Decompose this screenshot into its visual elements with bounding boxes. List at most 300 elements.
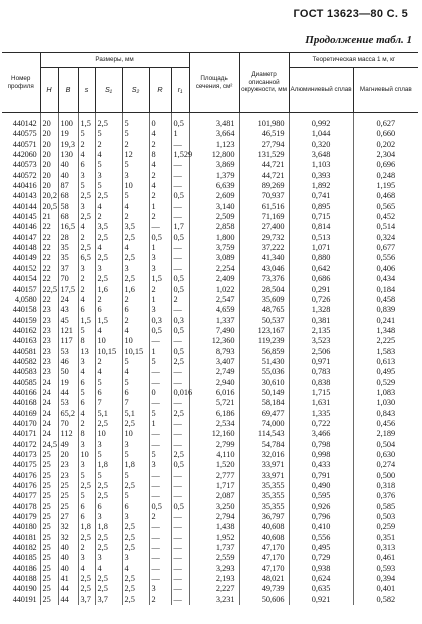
cell-b: 45 — [58, 316, 78, 326]
cell-b: 28 — [58, 233, 78, 243]
cell-profile-number: 440166 — [12, 387, 37, 397]
cell-diameter: 58,184 — [239, 398, 289, 408]
cell-s2: 6 — [122, 502, 149, 512]
cell-s2: 3 — [122, 171, 149, 181]
cell-diameter: 33,971 — [239, 460, 289, 470]
cell-b: 44 — [58, 388, 78, 398]
cell-s2: 5 — [122, 471, 149, 481]
cell-area: 1,337 — [189, 316, 239, 326]
cell-r1: 0,3 — [171, 316, 189, 326]
cell-s1: 2,5 — [95, 419, 122, 429]
cell-mass-magnesium: 0,351 — [353, 533, 418, 543]
cell-s2: 3,5 — [122, 222, 149, 232]
cell-profile-number: 4,0580 — [14, 294, 37, 304]
cell-r1: — — [171, 595, 189, 605]
cell-mass-magnesium: 0,677 — [353, 243, 418, 253]
cell-s2: 3 — [122, 264, 149, 274]
cell-mass-aluminium: 0,921 — [289, 595, 353, 605]
table-row — [2, 512, 418, 522]
cell-r1: — — [171, 512, 189, 522]
cell-profile-number: 440149 — [12, 253, 37, 263]
cell-s1: 5 — [95, 471, 122, 481]
cell-diameter: 119,239 — [239, 336, 289, 346]
cell-r1: — — [171, 212, 189, 222]
cell-s2: 2,5 — [122, 595, 149, 605]
cell-s2: 7 — [122, 398, 149, 408]
cell-h: 22 — [40, 274, 58, 284]
cell-profile-number: 440179 — [12, 512, 37, 522]
cell-h: 21 — [40, 212, 58, 222]
cell-h: 23 — [40, 316, 58, 326]
cell-diameter: 50,537 — [239, 316, 289, 326]
cell-h: 20 — [40, 113, 58, 130]
cell-r: — — [149, 481, 171, 491]
cell-s1: 4 — [95, 564, 122, 574]
cell-s2: 6 — [122, 305, 149, 315]
cell-r1: — — [171, 471, 189, 481]
cell-mass-magnesium: 0,613 — [353, 357, 418, 367]
cell-s2: 2,5 — [122, 543, 149, 553]
cell-diameter: 33,971 — [239, 471, 289, 481]
cell-profile-number: 440158 — [12, 305, 37, 315]
table-row — [2, 140, 418, 150]
header-r: R — [149, 68, 171, 113]
cell-s: 5 — [78, 471, 95, 481]
table-row — [2, 460, 418, 470]
cell-diameter: 41,340 — [239, 253, 289, 263]
cell-r1: 2 — [171, 295, 189, 305]
cell-mass-aluminium: 1,892 — [289, 181, 353, 191]
cell-diameter: 47,170 — [239, 543, 289, 553]
cell-h: 20,5 — [40, 202, 58, 212]
table-row — [2, 574, 418, 584]
cell-s: 2 — [78, 543, 95, 553]
cell-s: 6 — [78, 512, 95, 522]
cell-r: 3 — [149, 253, 171, 263]
cell-r: — — [149, 522, 171, 532]
table-row — [2, 264, 418, 274]
cell-mass-magnesium: 0,565 — [353, 202, 418, 212]
cell-area: 12,360 — [189, 336, 239, 346]
cell-s2: 3 — [122, 512, 149, 522]
cell-mass-magnesium: 0,468 — [353, 191, 418, 201]
cell-h: 25 — [40, 564, 58, 574]
cell-r: 0,5 — [149, 502, 171, 512]
cell-profile-number: 440178 — [12, 501, 37, 511]
table-row — [2, 326, 418, 336]
cell-mass-magnesium: 0,627 — [353, 113, 418, 130]
cell-profile-number: 440572 — [12, 170, 37, 180]
cell-s1: 10,15 — [95, 347, 122, 357]
table-row — [2, 336, 418, 346]
cell-b: 53 — [58, 347, 78, 357]
cell-s: 4 — [78, 150, 95, 160]
header-diameter: Диаметр описанной окружности, мм — [239, 53, 289, 113]
cell-b: 41 — [58, 574, 78, 584]
cell-r1: — — [171, 543, 189, 553]
cell-r: — — [149, 336, 171, 346]
cell-mass-aluminium: 1,071 — [289, 243, 353, 253]
cell-profile-number: 440571 — [12, 139, 37, 149]
cell-profile-number: 440142 — [12, 119, 37, 128]
cell-profile-number: 440162 — [12, 325, 37, 335]
cell-s: 2,5 — [78, 574, 95, 584]
cell-profile-number: 440176 — [12, 470, 37, 480]
cell-s1: 2,5 — [95, 543, 122, 553]
cell-b: 32 — [58, 533, 78, 543]
cell-b: 25 — [58, 481, 78, 491]
table-row — [2, 202, 418, 212]
cell-area: 3,293 — [189, 564, 239, 574]
cell-b: 25 — [58, 491, 78, 501]
cell-h: 20 — [40, 140, 58, 150]
cell-r: 1 — [149, 347, 171, 357]
cell-mass-aluminium: 0,741 — [289, 191, 353, 201]
cell-s1: 1,8 — [95, 460, 122, 470]
cell-s: 2,5 — [78, 584, 95, 594]
cell-r: 5 — [149, 450, 171, 460]
cell-r: — — [149, 429, 171, 439]
cell-diameter: 28,504 — [239, 285, 289, 295]
cell-s1: 3 — [95, 553, 122, 563]
cell-s1: 2,5 — [95, 274, 122, 284]
cell-s2: 12 — [122, 150, 149, 160]
cell-profile-number: 440416 — [12, 181, 37, 191]
cell-s2: 2,5 — [122, 274, 149, 284]
cell-s: 3 — [78, 202, 95, 212]
cell-r: 4 — [149, 181, 171, 191]
header-mass-group: Теоретическая масса 1 м, кг — [289, 53, 418, 68]
cell-s1: 2,5 — [95, 113, 122, 130]
cell-s: 2,5 — [78, 212, 95, 222]
cell-diameter: 35,355 — [239, 481, 289, 491]
cell-mass-magnesium: 0,582 — [353, 595, 418, 605]
cell-b: 40 — [58, 171, 78, 181]
cell-r1: — — [171, 305, 189, 315]
cell-profile-number: 440180 — [12, 522, 37, 532]
cell-mass-aluminium: 0,635 — [289, 584, 353, 594]
cell-b: 43 — [58, 305, 78, 315]
cell-s1: 6 — [95, 388, 122, 398]
cell-s: 2 — [78, 140, 95, 150]
cell-r1: — — [171, 171, 189, 181]
cell-mass-magnesium: 1,195 — [353, 181, 418, 191]
cell-b: 112 — [58, 429, 78, 439]
cell-s: 5 — [78, 388, 95, 398]
cell-r: — — [149, 398, 171, 408]
cell-r1: 0,5 — [171, 191, 189, 201]
cell-r: 2 — [149, 212, 171, 222]
cell-s: 3 — [78, 357, 95, 367]
cell-mass-magnesium: 0,376 — [353, 491, 418, 501]
table-row — [2, 481, 418, 491]
cell-r1: — — [171, 481, 189, 491]
cell-s2: 3 — [122, 440, 149, 450]
cell-h: 25 — [40, 502, 58, 512]
table-row — [2, 150, 418, 160]
cell-r: 2 — [149, 171, 171, 181]
cell-mass-aluminium: 3,466 — [289, 429, 353, 439]
cell-r1: 0,5 — [171, 347, 189, 357]
cell-b: 46 — [58, 357, 78, 367]
cell-mass-aluminium: 0,791 — [289, 471, 353, 481]
table-body — [2, 113, 418, 606]
cell-mass-aluminium: 0,838 — [289, 378, 353, 388]
table-row — [2, 409, 418, 419]
cell-s: 3 — [78, 553, 95, 563]
cell-h: 25 — [40, 584, 58, 594]
cell-s2: 1,6 — [122, 285, 149, 295]
cell-mass-aluminium: 0,814 — [289, 222, 353, 232]
cell-b: 40 — [58, 160, 78, 170]
cell-profile-number: 440573 — [12, 160, 37, 170]
cell-b: 25 — [58, 502, 78, 512]
cell-s2: 2,5 — [122, 253, 149, 263]
cell-r: 3 — [149, 305, 171, 315]
cell-s1: 1,5 — [95, 316, 122, 326]
cell-profile-number: 440173 — [12, 450, 37, 459]
cell-r1: 2,5 — [171, 450, 189, 460]
cell-s1: 2,5 — [95, 253, 122, 263]
cell-h: 25 — [40, 481, 58, 491]
cell-h: 20 — [40, 160, 58, 170]
cell-area: 2,749 — [189, 367, 239, 377]
cell-b: 20 — [58, 450, 78, 460]
cell-profile-number: 440581 — [12, 346, 37, 356]
cell-b: 130 — [58, 150, 78, 160]
cell-b: 37 — [58, 264, 78, 274]
cell-r: 2 — [149, 595, 171, 605]
header-area: Площадь сечения, см² — [189, 53, 239, 113]
cell-s2: 1,8 — [122, 460, 149, 470]
cell-r1: — — [171, 160, 189, 170]
cell-mass-magnesium: 0,202 — [353, 140, 418, 150]
cell-s1: 3 — [95, 440, 122, 450]
cell-area: 2,227 — [189, 584, 239, 594]
header-s2: S₂ — [122, 68, 149, 113]
cell-mass-aluminium: 0,715 — [289, 212, 353, 222]
cell-b: 17,5 — [58, 285, 78, 295]
cell-area: 3,407 — [189, 357, 239, 367]
cell-b: 87 — [58, 181, 78, 191]
cell-s1: 10 — [95, 336, 122, 346]
cell-r: 5 — [149, 357, 171, 367]
table-row — [2, 584, 418, 594]
cell-h: 22 — [40, 253, 58, 263]
cell-mass-magnesium: 0,660 — [353, 129, 418, 139]
cell-diameter: 71,169 — [239, 212, 289, 222]
cell-s2: 3 — [122, 553, 149, 563]
cell-h: 25 — [40, 460, 58, 470]
cell-diameter: 48,765 — [239, 305, 289, 315]
cell-mass-aluminium: 0,513 — [289, 233, 353, 243]
cell-s2: 2,5 — [122, 584, 149, 594]
cell-r1: 0,5 — [171, 326, 189, 336]
cell-s2: 2 — [122, 295, 149, 305]
cell-s1: 3,5 — [95, 222, 122, 232]
cell-area: 2,940 — [189, 378, 239, 388]
cell-mass-magnesium: 0,696 — [353, 160, 418, 170]
cell-mass-aluminium: 2,135 — [289, 326, 353, 336]
cell-profile-number: 440159 — [12, 315, 37, 325]
cell-diameter: 44,721 — [239, 160, 289, 170]
table-row — [2, 522, 418, 532]
cell-mass-magnesium: 1,348 — [353, 326, 418, 336]
cell-mass-aluminium: 0,642 — [289, 264, 353, 274]
cell-diameter: 54,784 — [239, 440, 289, 450]
cell-mass-magnesium: 0,456 — [353, 419, 418, 429]
cell-mass-magnesium: 0,843 — [353, 409, 418, 419]
cell-r: — — [149, 553, 171, 563]
cell-profile-number: 440145 — [12, 212, 37, 222]
cell-mass-aluminium: 0,726 — [289, 295, 353, 305]
cell-b: 40 — [58, 543, 78, 553]
cell-b: 23 — [58, 471, 78, 481]
cell-mass-aluminium: 0,729 — [289, 553, 353, 563]
table-row — [2, 160, 418, 170]
cell-s2: 2 — [122, 140, 149, 150]
cell-s: 6 — [78, 398, 95, 408]
cell-r1: 1,7 — [171, 222, 189, 232]
cell-s2: 10 — [122, 336, 149, 346]
cell-h: 25 — [40, 491, 58, 501]
cell-area: 2,087 — [189, 491, 239, 501]
cell-s2: 2,5 — [122, 574, 149, 584]
cell-r1: 1,529 — [171, 150, 189, 160]
cell-mass-aluminium: 3,523 — [289, 336, 353, 346]
cell-diameter: 46,519 — [239, 129, 289, 139]
table-row — [2, 429, 418, 439]
cell-r: 2 — [149, 512, 171, 522]
cell-r: 3 — [149, 584, 171, 594]
cell-area: 8,793 — [189, 347, 239, 357]
cell-r: 4 — [149, 160, 171, 170]
cell-diameter: 74,000 — [239, 419, 289, 429]
cell-r: — — [149, 222, 171, 232]
table-continuation-title: Продолжение табл. 1 — [305, 34, 412, 46]
header-sizes-group: Размеры, мм — [40, 53, 189, 68]
cell-b: 35 — [58, 253, 78, 263]
cell-mass-aluminium: 0,595 — [289, 491, 353, 501]
table-row — [2, 285, 418, 295]
cell-mass-magnesium: 0,401 — [353, 584, 418, 594]
cell-h: 24 — [40, 398, 58, 408]
cell-s1: 4 — [95, 202, 122, 212]
cell-s: 4 — [78, 564, 95, 574]
cell-mass-magnesium: 2,225 — [353, 336, 418, 346]
cell-s1: 1,8 — [95, 522, 122, 532]
cell-diameter: 30,610 — [239, 378, 289, 388]
table-row — [2, 347, 418, 357]
cell-r1: 0,5 — [171, 233, 189, 243]
cell-area: 1,022 — [189, 285, 239, 295]
cell-b: 24 — [58, 295, 78, 305]
cell-s: 6 — [78, 502, 95, 512]
cell-diameter: 27,794 — [239, 140, 289, 150]
cell-r1: 0,5 — [171, 460, 189, 470]
cell-h: 25 — [40, 543, 58, 553]
cell-mass-magnesium: 0,241 — [353, 316, 418, 326]
cell-diameter: 35,609 — [239, 295, 289, 305]
cell-s: 5 — [78, 129, 95, 139]
cell-r1: — — [171, 253, 189, 263]
cell-s1: 6 — [95, 502, 122, 512]
cell-r1: 2,5 — [171, 357, 189, 367]
cell-s: 6 — [78, 378, 95, 388]
cell-s: 6 — [78, 160, 95, 170]
cell-h: 20 — [40, 150, 58, 160]
cell-s: 3,7 — [78, 595, 95, 605]
cell-profile-number: 440177 — [12, 491, 37, 501]
cell-b: 40 — [58, 564, 78, 574]
cell-s: 8 — [78, 429, 95, 439]
cell-s2: 5 — [122, 160, 149, 170]
cell-mass-magnesium: 0,434 — [353, 274, 418, 284]
cell-h: 20 — [40, 171, 58, 181]
cell-s: 2,5 — [78, 481, 95, 491]
cell-profile-number: 440146 — [12, 222, 37, 232]
cell-mass-magnesium: 1,083 — [353, 388, 418, 398]
cell-r: 5 — [149, 409, 171, 419]
cell-s1: 2,5 — [95, 233, 122, 243]
cell-b: 53 — [58, 398, 78, 408]
cell-s2: 2,5 — [122, 481, 149, 491]
cell-r: — — [149, 440, 171, 450]
profile-table-wrapper — [2, 52, 418, 605]
cell-r1: — — [171, 574, 189, 584]
cell-diameter: 35,355 — [239, 491, 289, 501]
cell-b: 65,2 — [58, 409, 78, 419]
cell-area: 3,089 — [189, 253, 239, 263]
cell-s1: 10 — [95, 429, 122, 439]
cell-b: 27 — [58, 512, 78, 522]
table-row — [2, 305, 418, 315]
cell-s1: 4 — [95, 367, 122, 377]
cell-s1: 2,5 — [95, 191, 122, 201]
cell-b: 16,5 — [58, 222, 78, 232]
cell-h: 23 — [40, 326, 58, 336]
cell-mass-aluminium: 1,044 — [289, 129, 353, 139]
cell-profile-number: 440152 — [12, 263, 37, 273]
table-row — [2, 450, 418, 460]
cell-mass-magnesium: 0,839 — [353, 305, 418, 315]
cell-r: — — [149, 471, 171, 481]
header-s: s — [78, 68, 95, 113]
cell-area: 6,016 — [189, 388, 239, 398]
cell-area: 1,379 — [189, 171, 239, 181]
cell-area: 3,481 — [189, 113, 239, 130]
cell-s2: 10,15 — [122, 347, 149, 357]
cell-r1: 0,5 — [171, 274, 189, 284]
cell-diameter: 44,721 — [239, 171, 289, 181]
table-row — [2, 398, 418, 408]
cell-area: 1,952 — [189, 533, 239, 543]
table-row — [2, 113, 418, 130]
cell-s2: 4 — [122, 202, 149, 212]
cell-s: 3 — [78, 171, 95, 181]
table-row — [2, 491, 418, 501]
cell-mass-aluminium: 0,393 — [289, 171, 353, 181]
cell-diameter: 49,739 — [239, 584, 289, 594]
cell-s: 2 — [78, 285, 95, 295]
cell-area: 6,186 — [189, 409, 239, 419]
cell-s2: 5 — [122, 357, 149, 367]
cell-h: 20,2 — [40, 191, 58, 201]
table-row — [2, 129, 418, 139]
cell-r1: — — [171, 202, 189, 212]
cell-diameter: 51,430 — [239, 357, 289, 367]
cell-h: 22 — [40, 222, 58, 232]
